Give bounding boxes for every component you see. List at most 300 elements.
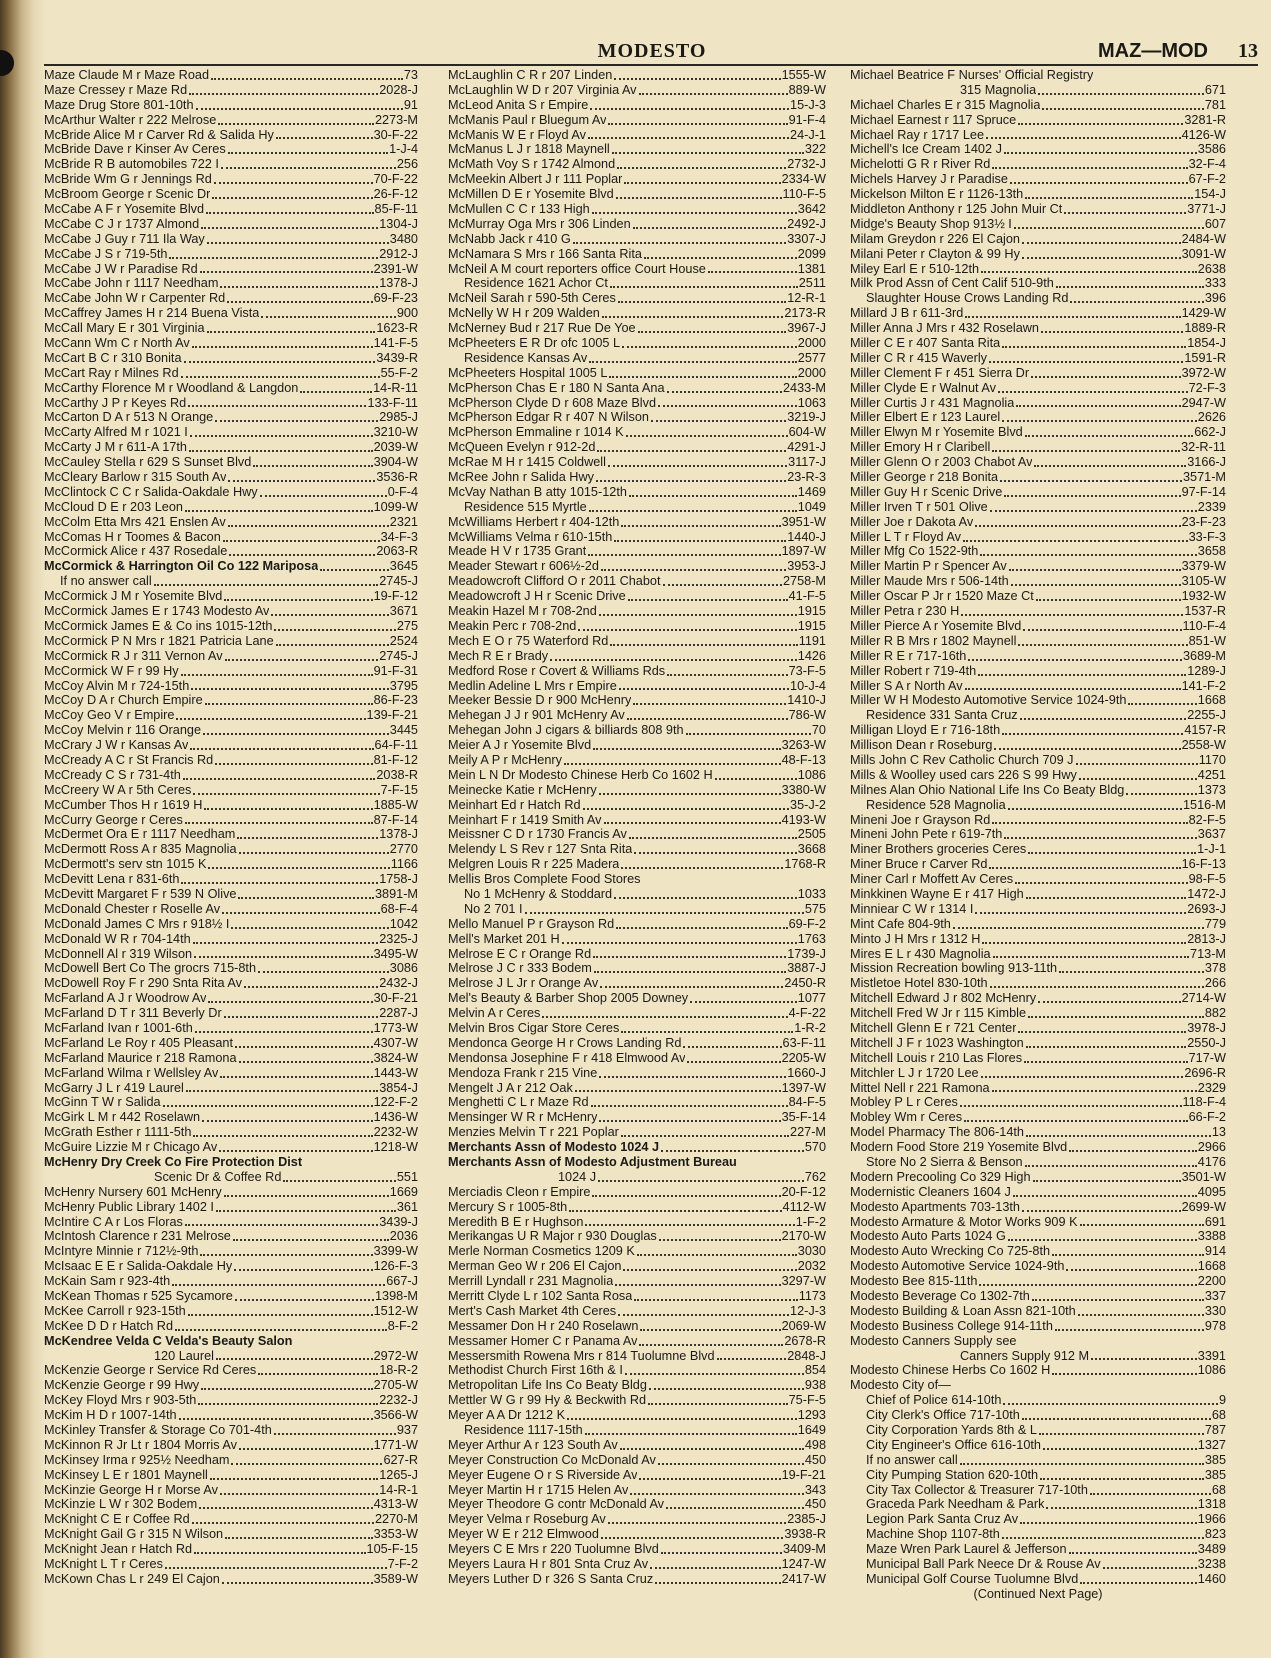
dot-leader <box>218 123 374 125</box>
listing-entry <box>44 306 418 321</box>
dot-leader <box>649 1388 804 1390</box>
listing-entry <box>850 1349 1226 1364</box>
listing-entry <box>448 157 826 172</box>
listing-name: McKown Chas L r 249 El Cajon <box>44 1571 220 1586</box>
listing-phone: 3589-W <box>373 1571 418 1586</box>
dot-leader <box>237 837 378 839</box>
listing-phone: 133-F-11 <box>367 395 418 410</box>
listing-name: Modesto City of— <box>850 1378 951 1393</box>
listing-name: McPherson Edgar R r 407 N Wilson <box>448 410 649 425</box>
listing-name: Maze Claude M r Maze Road <box>44 68 210 82</box>
listing-phone: 1649 <box>797 1423 826 1438</box>
listing-phone: 4176 <box>1197 1155 1226 1169</box>
dot-leader <box>1046 1507 1196 1509</box>
listing-name: Meyer W E r 212 Elmwood <box>448 1527 599 1542</box>
listing-phone: 1166 <box>390 857 418 872</box>
listing-entry <box>448 574 826 589</box>
listing-name: Miller Maude Mrs r 506-14th <box>850 574 1009 589</box>
listing-entry <box>44 336 418 351</box>
listing-phone: 882 <box>1204 1006 1226 1021</box>
listing-entry <box>850 798 1226 813</box>
listing-entry <box>44 187 418 202</box>
listing-name: Meakin Perc r 708-2nd <box>448 618 577 633</box>
listing-phone: 154-J <box>1194 187 1226 202</box>
dot-leader <box>220 1493 378 1495</box>
listing-name: Melgren Louis R r 225 Madera <box>448 857 620 872</box>
listing-entry <box>44 440 418 455</box>
dot-leader <box>1042 108 1203 110</box>
dot-leader <box>639 1344 783 1346</box>
dot-leader <box>239 1061 373 1063</box>
listing-name: Meyer Construction Co McDonald Av <box>448 1452 656 1467</box>
listing-phone: 396 <box>1204 291 1226 306</box>
listing-entry <box>44 1363 418 1378</box>
listing-phone: 671 <box>1204 82 1226 97</box>
listing-entry <box>850 187 1226 202</box>
listing-name: McKim H D r 1007-14th <box>44 1408 177 1423</box>
listing-phone: 1763 <box>797 931 826 946</box>
listing-phone: 1398-M <box>374 1289 418 1304</box>
listing-name: Miller C R r 415 Waverly <box>850 350 987 365</box>
listing-name: Mendonca George H r Crows Landing Rd <box>448 1035 682 1050</box>
dot-leader <box>196 108 403 110</box>
dot-leader <box>192 1522 374 1524</box>
listing-entry <box>850 217 1226 232</box>
listing-entry <box>448 827 826 842</box>
listing-entry <box>448 634 826 649</box>
listing-entry <box>850 530 1226 545</box>
listing-entry <box>850 679 1226 694</box>
listing-name: Minniear C W r 1314 I <box>850 901 974 916</box>
listing-phone: 713-M <box>1190 946 1226 961</box>
listing-entry <box>850 1423 1226 1438</box>
listing-phone: 914 <box>1204 1244 1226 1259</box>
listing-name: Mendoza Frank r 215 Vine <box>448 1065 598 1080</box>
listing-name: Mires E L r 430 Magnolia <box>850 946 991 961</box>
listing-phone: 2339 <box>1197 499 1226 514</box>
listing-name: Mitchell Louis r 210 Las Flores <box>850 1050 1023 1065</box>
listing-phone: 30-F-22 <box>373 127 418 142</box>
listing-phone: 1289-J <box>1187 663 1226 678</box>
listing-name: Minkkinen Wayne E r 417 High <box>850 886 1024 901</box>
listing-name: McHenry Nursery 601 McHenry <box>44 1184 222 1199</box>
listing-name: McPherson Chas E r 180 N Santa Ana <box>448 380 665 395</box>
dot-leader <box>614 78 780 80</box>
dot-leader <box>227 301 372 303</box>
dot-leader <box>274 629 395 631</box>
listing-name: Michael Ray r 1717 Lee <box>850 127 984 142</box>
listing-phone: 1173 <box>798 1289 826 1304</box>
listing-name: Miller R B Mrs r 1802 Maynell <box>850 633 1017 648</box>
listing-entry <box>850 1185 1226 1200</box>
dot-leader <box>188 405 366 407</box>
listing-entry <box>850 366 1226 381</box>
listing-entry <box>850 887 1226 902</box>
dot-leader <box>207 242 389 244</box>
listing-name: McQueen Evelyn r 912-2d <box>448 440 596 455</box>
dot-leader <box>964 1120 1188 1122</box>
listing-entry <box>850 396 1226 411</box>
dot-leader <box>621 867 783 869</box>
listing-name: Merrill Lyndall r 231 Magnolia <box>448 1274 614 1289</box>
dot-leader <box>708 271 797 273</box>
listing-phone: 2329 <box>1197 1080 1226 1095</box>
listing-entry <box>850 1319 1226 1334</box>
listing-name: McFarland Wilma r Wellsley Av <box>44 1065 219 1080</box>
listing-name: McRae M H r 1415 Coldwell <box>448 455 606 470</box>
listing-phone: 450 <box>804 1452 826 1467</box>
dot-leader <box>203 733 389 735</box>
dot-leader <box>216 1210 396 1212</box>
dot-leader <box>619 688 789 690</box>
dot-leader <box>610 644 797 646</box>
dot-leader <box>154 584 379 586</box>
listing-name: Municipal Ball Park Neece Dr & Rouse Av <box>866 1557 1101 1572</box>
listing-entry <box>44 813 418 828</box>
listing-entry <box>448 693 826 708</box>
listing-name: Meakin Hazel M r 708-2nd <box>448 604 597 619</box>
dot-leader <box>979 1284 1196 1286</box>
listing-entry <box>448 1021 826 1036</box>
listing-entry <box>44 693 418 708</box>
listing-phone: 14-R-1 <box>379 1482 418 1497</box>
dot-leader <box>648 1403 788 1405</box>
dot-leader <box>981 1076 1184 1078</box>
listing-phone: 3439-R <box>376 350 418 365</box>
dot-leader <box>224 1195 389 1197</box>
listing-entry <box>44 351 418 366</box>
dot-leader <box>1009 569 1181 571</box>
listing-name: McFarland D T r 311 Beverly Dr <box>44 1006 222 1021</box>
listing-entry <box>44 68 418 83</box>
listing-name: City Corporation Yards 8th & L <box>866 1423 1037 1438</box>
listing-name: Medlin Adeline L Mrs r Empire <box>448 678 617 693</box>
listing-entry <box>850 1334 1226 1349</box>
listing-name: McFarland A J r Woodrow Av <box>44 991 207 1006</box>
dot-leader <box>1016 405 1180 407</box>
listing-name: Modesto Armature & Motor Works 909 K <box>850 1214 1078 1229</box>
dot-leader <box>186 1090 378 1092</box>
dot-leader <box>621 1135 789 1137</box>
listing-name: McBroom George r Scenic Dr <box>44 187 211 202</box>
listing-phone: 3238 <box>1197 1557 1226 1572</box>
dot-leader <box>1090 1493 1211 1495</box>
dot-leader <box>610 286 798 288</box>
listing-phone: 2705-W <box>373 1378 418 1393</box>
listing-entry <box>44 1483 418 1498</box>
listing-entry <box>44 768 418 783</box>
listing-entry <box>448 887 826 902</box>
listing-name: McPheeters Hospital 1005 L <box>448 365 608 380</box>
listing-phone: 2558-W <box>1181 738 1226 753</box>
listing-name: McDonnell Al r 319 Wilson <box>44 946 193 961</box>
listing-name: McCarty J M r 611-A 17th <box>44 440 187 455</box>
dot-leader <box>207 331 376 333</box>
listing-entry <box>448 187 826 202</box>
listing-entry <box>850 857 1226 872</box>
listing-entry <box>850 1081 1226 1096</box>
listing-phone: 69-F-2 <box>788 916 826 931</box>
listing-phone: 3824-W <box>373 1050 418 1065</box>
listing-entry <box>448 306 826 321</box>
listing-entry <box>44 1349 418 1364</box>
continued-note: (Continued Next Page) <box>973 1586 1103 1601</box>
listing-name: McCoy Alvin M r 724-15th <box>44 678 190 693</box>
listing-phone: 3978-J <box>1187 1021 1226 1035</box>
dot-leader <box>690 1001 797 1003</box>
listing-phone: 1429-W <box>1181 306 1226 321</box>
listing-name: Miner Brothers groceries Ceres <box>850 842 1027 857</box>
dot-leader <box>183 778 376 780</box>
listing-name: McCart Ray r Milnes Rd <box>44 365 179 380</box>
listing-entry <box>850 1512 1226 1527</box>
dot-leader <box>190 435 373 437</box>
dot-leader <box>192 346 373 348</box>
dot-leader <box>1055 1329 1204 1331</box>
listing-entry <box>850 664 1226 679</box>
dot-leader <box>1036 599 1181 601</box>
listing-name: Modesto Building & Loan Assn 821-10th <box>850 1303 1076 1318</box>
listing-phone: 2745-J <box>379 574 418 589</box>
listing-phone: 2638 <box>1197 261 1226 276</box>
dot-leader <box>1002 420 1197 422</box>
listing-phone: 73 <box>403 68 418 82</box>
listing-name: Merciadis Cleon r Empire <box>448 1184 591 1199</box>
listing-phone: 2696-R <box>1184 1065 1226 1080</box>
listing-entry <box>448 1244 826 1259</box>
dot-leader <box>621 1031 793 1033</box>
dot-leader <box>980 554 1196 556</box>
listing-name: Merikangas U R Major r 930 Douglas <box>448 1229 657 1244</box>
dot-leader <box>564 763 781 765</box>
listing-name: McKinsey Irma r 925½ Needham <box>44 1452 230 1467</box>
listing-phone: 2505 <box>797 827 826 842</box>
dot-leader <box>220 286 378 288</box>
dot-leader <box>659 1239 781 1241</box>
listing-name: McDevitt Margaret F r 539 N Olive <box>44 886 237 901</box>
listing-entry <box>850 827 1226 842</box>
listing-name: Menghetti C L r Maze Rd <box>448 1095 589 1110</box>
listing-entry <box>850 1021 1226 1036</box>
listing-name: Mitchler L J r 1720 Lee <box>850 1065 979 1080</box>
dot-leader <box>601 1537 783 1539</box>
listing-name: McKinnon R Jr Lt r 1804 Morris Av <box>44 1437 237 1452</box>
listing-entry <box>448 217 826 232</box>
listing-name: Miller George r 218 Bonita <box>850 470 999 485</box>
listing-entry <box>44 1393 418 1408</box>
listing-name: McKinsey L E r 1801 Maynell <box>44 1467 208 1482</box>
listing-entry <box>448 545 826 560</box>
listing-entry <box>448 1349 826 1364</box>
listing-entry <box>448 1036 826 1051</box>
listing-name: Michell's Ice Cream 1402 J <box>850 142 1002 157</box>
listing-name: McDowell Bert Co The grocrs 715-8th <box>44 961 257 976</box>
listing-entry <box>850 113 1226 128</box>
listing-name: McIsaac E E r Salida-Oakdale Hy <box>44 1259 233 1274</box>
dot-leader <box>258 971 389 973</box>
dot-leader <box>599 1120 780 1122</box>
listing-entry <box>44 619 418 634</box>
listing-phone: 3439-J <box>379 1214 418 1229</box>
listing-entry <box>44 1304 418 1319</box>
listing-phone: 8-F-2 <box>387 1318 418 1333</box>
listing-name: Messamer Homer C r Panama Av <box>448 1333 638 1348</box>
dot-leader <box>998 391 1188 393</box>
listing-entry <box>44 1110 418 1125</box>
dot-leader <box>661 1552 782 1554</box>
listing-name: City Tax Collector & Treasurer 717-10th <box>866 1482 1088 1497</box>
dot-leader <box>617 167 786 169</box>
listing-phone: 14-R-11 <box>373 380 418 395</box>
listing-name: McBride R B automobiles 722 I <box>44 157 219 172</box>
listing-phone: 662-J <box>1194 425 1226 440</box>
listing-phone: 717-W <box>1188 1050 1226 1065</box>
dot-leader <box>205 703 373 705</box>
listing-phone: 3263-W <box>781 738 826 753</box>
dot-leader <box>550 659 797 661</box>
listing-phone: 2758-M <box>782 574 826 589</box>
dot-leader <box>222 912 380 914</box>
listing-name: Metropolitan Life Ins Co Beaty Bldg <box>448 1378 647 1393</box>
listing-name: Miller Mfg Co 1522-9th <box>850 544 979 559</box>
listing-name: McCurry George r Ceres <box>44 812 183 827</box>
listing-phone: 1758-J <box>379 872 418 887</box>
listing-entry <box>44 723 418 738</box>
listing-name: Mitchell Edward J r 802 McHenry <box>850 991 1037 1006</box>
listing-name: Meredith B E r Hughson <box>448 1214 584 1229</box>
listing-entry <box>448 991 826 1006</box>
listing-phone: 1512-W <box>373 1303 418 1318</box>
listing-name: Mitchell Glenn E r 721 Center <box>850 1021 1017 1035</box>
listing-name: Milk Prod Assn of Cent Calif 510-9th <box>850 276 1054 291</box>
listing-name: Mel's Beauty & Barber Shop 2005 Downey <box>448 991 689 1006</box>
listing-name: Melrose J C r 333 Bodem <box>448 961 592 976</box>
listing-phone: 3219-J <box>787 410 826 425</box>
dot-leader <box>683 1046 781 1048</box>
listing-entry <box>448 1378 826 1393</box>
page-header <box>46 38 1258 66</box>
dot-leader <box>320 569 389 571</box>
listing-name: Modesto Chinese Herbs Co 1602 H <box>850 1363 1051 1378</box>
listing-entry <box>850 410 1226 425</box>
listing-phone: 322 <box>804 142 826 157</box>
listing-name: Miller Robert r 719-4th <box>850 663 977 678</box>
listing-entry <box>44 1051 418 1066</box>
listing-name: McGuire Lizzie M r Chicago Av <box>44 1140 218 1155</box>
listing-entry <box>448 396 826 411</box>
listing-name: Miller Anna J Mrs r 432 Roselawn <box>850 321 1039 336</box>
listing-phone: 4157-R <box>1184 723 1226 738</box>
listing-name: McKinley Transfer & Storage Co 701-4th <box>44 1423 272 1438</box>
listing-phone: 2000 <box>797 365 826 380</box>
dot-leader <box>189 93 378 95</box>
listing-phone: 32-F-4 <box>1188 157 1226 172</box>
listing-phone: 7-F-2 <box>387 1557 418 1572</box>
listing-name: Michael Charles E r 315 Magnolia <box>850 97 1041 112</box>
city-title: MODESTO <box>597 40 707 62</box>
listing-phone: 48-F-13 <box>781 752 826 767</box>
listing-entry <box>44 634 418 649</box>
listing-entry <box>448 1229 826 1244</box>
listing-name: Merritt Clyde L r 102 Santa Rosa <box>448 1289 633 1304</box>
dot-leader <box>231 927 388 929</box>
listing-name: McCann Wm C r North Av <box>44 336 190 351</box>
listing-entry <box>44 708 418 723</box>
listing-name: McBride Wm G r Jennings Rd <box>44 172 212 187</box>
dot-leader <box>982 942 1186 944</box>
listing-phone: 787 <box>1204 1423 1226 1438</box>
dot-leader <box>663 584 782 586</box>
listing-entry <box>850 1274 1226 1289</box>
listing-entry <box>448 961 826 976</box>
listing-phone: 2813-J <box>1187 931 1226 946</box>
dot-leader <box>185 822 373 824</box>
listing-name: If no answer call <box>60 574 152 589</box>
listing-phone: 333 <box>1204 276 1226 291</box>
listing-entry <box>44 1229 418 1244</box>
listing-name: Melvin A r Ceres <box>448 1006 541 1021</box>
listing-phone: 110-F-4 <box>1182 618 1226 633</box>
listing-name: Melvin Bros Cigar Store Ceres <box>448 1021 620 1035</box>
dot-leader <box>960 1463 1204 1465</box>
listing-name: Meyer Theodore G contr McDonald Av <box>448 1497 665 1512</box>
listing-entry <box>850 455 1226 470</box>
listing-name: Meily A P r McHenry <box>448 752 562 767</box>
dot-leader <box>208 867 389 869</box>
listing-name: McDermet Ora E r 1117 Needham <box>44 827 236 842</box>
dot-leader <box>573 242 787 244</box>
listing-entry <box>850 1542 1226 1557</box>
listing-entry <box>448 947 826 962</box>
listing-entry <box>850 813 1226 828</box>
listing-name: Modesto Auto Wrecking Co 725-8th <box>850 1244 1051 1259</box>
dot-leader <box>630 1493 804 1495</box>
listing-name: Mineni John Pete r 619-7th <box>850 827 1003 842</box>
listing-phone: 19-F-21 <box>781 1467 826 1482</box>
listing-phone: 4193-W <box>781 812 826 827</box>
listing-name: McCarthy Florence M r Woodland & Langdon <box>44 380 299 395</box>
listing-entry <box>448 664 826 679</box>
listing-phone: 63-F-11 <box>782 1035 826 1050</box>
listing-phone: 35-J-2 <box>790 797 826 812</box>
listing-name: Mittel Nell r 221 Ramona <box>850 1080 990 1095</box>
listing-phone: 1889-R <box>1184 321 1226 336</box>
listing-entry <box>850 470 1226 485</box>
listing-name: McCormick W F r 99 Hy <box>44 663 179 678</box>
dot-leader <box>224 1016 379 1018</box>
listing-entry <box>850 634 1226 649</box>
dot-leader <box>1002 733 1183 735</box>
listing-name: McKey Floyd Mrs r 903-5th <box>44 1393 197 1408</box>
listing-phone: 23-R-3 <box>787 470 826 485</box>
listing-phone: 3489 <box>1197 1542 1226 1557</box>
listing-phone: 2947-W <box>1181 395 1226 410</box>
listing-phone: 627-R <box>383 1452 418 1467</box>
dot-leader <box>592 1195 780 1197</box>
dot-leader <box>1010 182 1188 184</box>
dot-leader <box>593 956 786 958</box>
listing-phone: 378 <box>1204 961 1226 976</box>
listing-phone: 30-F-21 <box>373 991 418 1006</box>
listing-entry <box>44 1006 418 1021</box>
listing-entry <box>44 827 418 842</box>
listing-phone: 2205-W <box>781 1050 826 1065</box>
listing-name: Municipal Golf Course Tuolumne Blvd <box>866 1571 1079 1586</box>
listing-phone: 2039-W <box>373 440 418 455</box>
listing-entry <box>44 589 418 604</box>
listing-entry <box>44 559 418 574</box>
dot-leader <box>624 182 780 184</box>
